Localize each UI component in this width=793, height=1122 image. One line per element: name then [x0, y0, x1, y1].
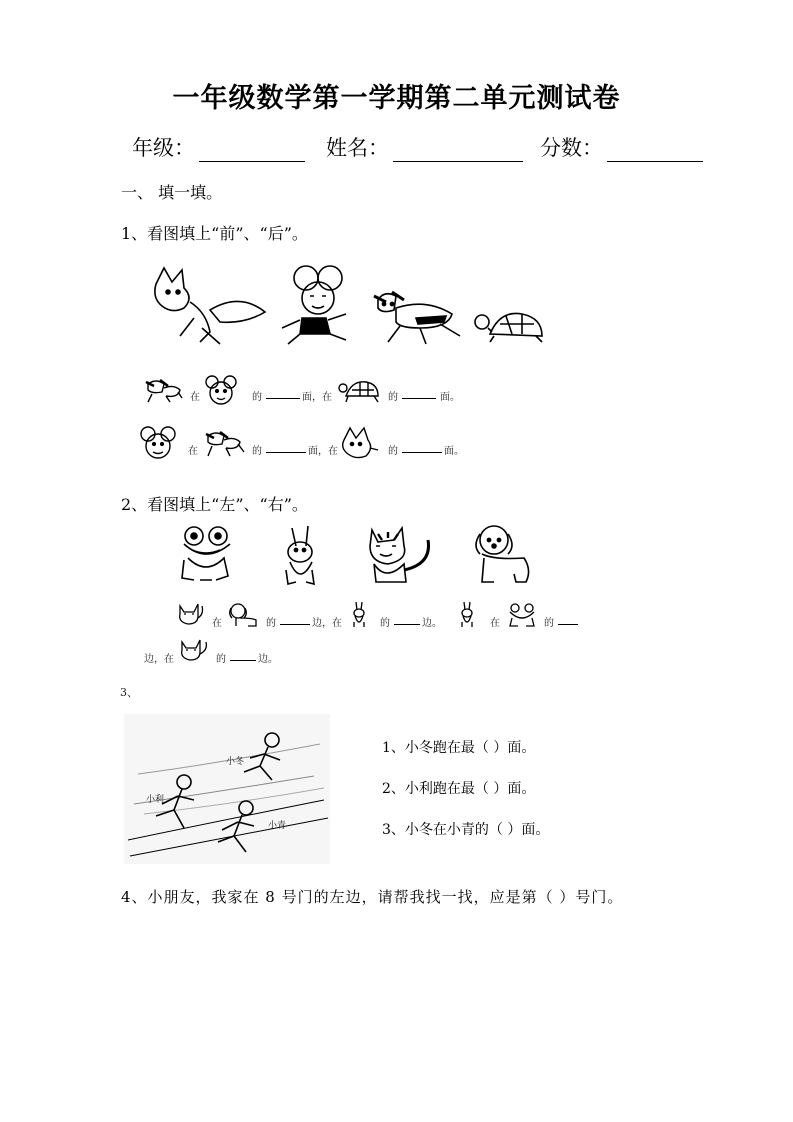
rabbit-icon [286, 526, 314, 584]
q2l1-blank-2[interactable] [394, 624, 420, 625]
dog-icon [374, 292, 460, 344]
question-1-prompt: 1、看图填上“前”、“后”。 [121, 224, 308, 243]
q1r2-de: 的 [252, 446, 262, 457]
score-field [540, 132, 703, 162]
q1r1-mian-zai: 面，在 [302, 392, 332, 403]
question-3-item-1: 1、小冬跑在最（ ）面。 [382, 740, 536, 756]
q1r1-de: 的 [252, 392, 262, 403]
dog-icon [202, 428, 246, 458]
mouse-face-icon [204, 374, 238, 406]
turtle-icon [475, 313, 542, 342]
rabbit-icon [458, 600, 476, 628]
runner-label-xiaodong: 小冬 [226, 757, 245, 767]
frog-icon [182, 527, 230, 580]
cat-icon [176, 602, 204, 628]
q2l1-de: 的 [266, 618, 276, 629]
question-3-item-3: 3、小冬在小青的（ ）面。 [382, 822, 550, 838]
q2l1-zai-2: 在 [490, 618, 500, 629]
q2l1-blank-3[interactable] [558, 624, 578, 625]
animal-parade-illustration [150, 262, 550, 354]
animal-row-illustration [176, 524, 536, 588]
q2l2-bian-zai: 边，在 [144, 654, 174, 665]
q2l2-blank[interactable] [230, 660, 256, 661]
question-1-row-1 [140, 372, 480, 408]
q1r2-mian-zai: 面，在 [308, 446, 338, 457]
question-4-text: 4、小朋友，我家在 8 号门的左边，请帮我找一找，应是第（ ）号门。 [121, 888, 624, 906]
q2l1-de-2: 的 [380, 618, 390, 629]
fox-face-icon [340, 426, 380, 460]
q1r2-zai: 在 [188, 446, 198, 457]
q1r2-de-2: 的 [388, 446, 398, 457]
question-2-prompt: 2、看图填上“左”、“右”。 [121, 495, 308, 514]
section-heading: 一、 填一填。 [121, 183, 223, 202]
runner-xiaoqing-icon [218, 801, 254, 852]
q1r1-mian-end: 面。 [440, 392, 460, 403]
q2l1-blank-1[interactable] [280, 624, 310, 625]
page-title: 一年级数学第一学期第二单元测试卷 [172, 83, 621, 114]
name-label: 姓名： [326, 136, 389, 160]
q1r2-mian-end: 面。 [444, 446, 464, 457]
mouse-icon [282, 266, 346, 344]
q1r2-blank-2[interactable] [402, 452, 442, 453]
rabbit-icon [350, 600, 368, 628]
frog-icon [506, 602, 538, 628]
q2l1-de-3: 的 [544, 618, 554, 629]
q2l1-bian-zai: 边，在 [312, 618, 342, 629]
q2l2-bian-end: 边。 [258, 654, 278, 665]
puppy-icon [476, 526, 529, 582]
mouse-face-icon [140, 426, 176, 460]
runner-label-xiaoli: 小利 [146, 795, 165, 805]
puppy-icon [228, 602, 258, 628]
q1r1-de-2: 的 [388, 392, 398, 403]
q1r2-blank-1[interactable] [266, 452, 306, 453]
grade-label: 年级： [132, 136, 195, 160]
q2l1-bian-end: 边。 [422, 618, 442, 629]
name-blank[interactable] [393, 139, 523, 162]
name-field [326, 132, 523, 162]
score-label: 分数： [540, 136, 603, 160]
fox-icon [155, 268, 265, 344]
question-2-line-1 [170, 600, 590, 632]
cat-icon [178, 638, 208, 666]
turtle-icon [338, 376, 382, 404]
dog-icon [144, 376, 184, 404]
grade-field [132, 132, 305, 162]
runner-label-xiaoqing: 小青 [268, 821, 287, 831]
question-3-number: 3、 [120, 686, 138, 699]
race-track-icon [124, 714, 330, 864]
runners-illustration [124, 714, 330, 864]
question-1-row-2 [134, 422, 474, 462]
q2l1-zai: 在 [212, 618, 222, 629]
grade-blank[interactable] [199, 139, 305, 162]
q1r1-blank-1[interactable] [266, 398, 300, 399]
question-2-line-2 [144, 638, 444, 670]
q1r1-blank-2[interactable] [402, 398, 436, 399]
question-3-item-2: 2、小利跑在最（ ）面。 [382, 781, 536, 797]
score-blank[interactable] [607, 139, 703, 162]
cat-icon [370, 528, 429, 582]
q1r1-zai: 在 [190, 392, 200, 403]
q2l2-de: 的 [216, 654, 226, 665]
